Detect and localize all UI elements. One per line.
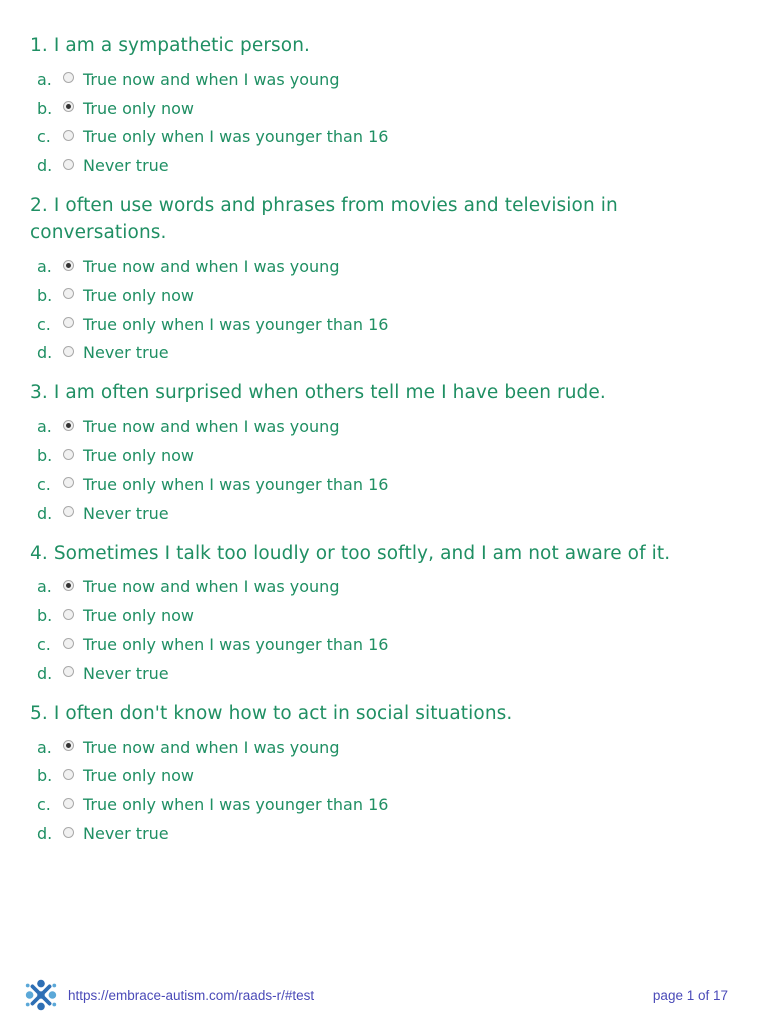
option-letter: d. [37, 663, 53, 683]
option-letter: a. [37, 737, 52, 757]
option-label: True only when I was younger than 16 [83, 314, 389, 334]
option-letter: d. [37, 343, 53, 363]
option-label: True only when I was younger than 16 [83, 474, 389, 494]
option-label: Never true [83, 663, 169, 683]
answer-option[interactable] [30, 819, 730, 848]
radio-button[interactable] [63, 159, 74, 170]
radio-button[interactable] [63, 798, 74, 809]
question-text: 2. I often use words and phrases from movies and television in conversations. [30, 195, 618, 244]
answer-option[interactable] [30, 252, 730, 281]
answer-option[interactable] [30, 733, 730, 762]
option-letter: b. [37, 766, 53, 786]
option-label: True only when I was younger than 16 [83, 795, 389, 815]
option-letter: a. [37, 257, 52, 277]
answer-option[interactable] [30, 281, 730, 310]
question-block [30, 32, 730, 180]
option-label: True only now [83, 446, 195, 466]
option-label: True only when I was younger than 16 [83, 635, 389, 655]
option-letter: c. [37, 795, 51, 815]
page-footer [22, 977, 728, 1013]
option-label: True now and when I was young [83, 257, 340, 277]
question-text: 4. Sometimes I talk too loudly or too softly, and I am not aware of it. [30, 542, 671, 564]
option-letter: d. [37, 156, 53, 176]
option-label: True now and when I was young [83, 577, 340, 597]
question-block [30, 700, 730, 848]
radio-button[interactable] [63, 72, 74, 83]
answer-option[interactable] [30, 94, 730, 123]
option-letter: d. [37, 503, 53, 523]
footer-url-link[interactable]: https://embrace-autism.com/raads-r/#test [68, 987, 315, 1003]
answer-option[interactable] [30, 630, 730, 659]
option-letter: c. [37, 314, 51, 334]
option-letter: c. [37, 127, 51, 147]
option-label: True now and when I was young [83, 417, 340, 437]
option-label: True only now [83, 285, 195, 305]
option-letter: c. [37, 474, 51, 494]
page-number: page 1 of 17 [652, 987, 728, 1003]
radio-button-selected[interactable] [63, 260, 74, 271]
question-block [30, 192, 730, 367]
answer-option[interactable] [30, 659, 730, 688]
answer-option[interactable] [30, 151, 730, 180]
embrace-autism-logo-icon [22, 976, 60, 1014]
radio-button[interactable] [63, 827, 74, 838]
radio-button-selected[interactable] [63, 580, 74, 591]
question-block [30, 540, 730, 688]
questionnaire [30, 32, 730, 860]
option-letter: b. [37, 285, 53, 305]
answer-option[interactable] [30, 123, 730, 152]
option-letter: a. [37, 69, 52, 89]
answer-option[interactable] [30, 65, 730, 94]
option-letter: a. [37, 577, 52, 597]
radio-button[interactable] [63, 477, 74, 488]
answer-option[interactable] [30, 762, 730, 791]
radio-button[interactable] [63, 638, 74, 649]
option-label: True only now [83, 98, 195, 118]
radio-button[interactable] [63, 506, 74, 517]
option-label: Never true [83, 343, 169, 363]
radio-button[interactable] [63, 769, 74, 780]
question-text: 5. I often don't know how to act in social situations. [30, 702, 513, 724]
option-letter: a. [37, 417, 52, 437]
option-label: Never true [83, 156, 169, 176]
option-letter: b. [37, 446, 53, 466]
option-letter: d. [37, 824, 53, 844]
question-text: 3. I am often surprised when others tell me I have been rude. [30, 382, 606, 404]
answer-option[interactable] [30, 790, 730, 819]
option-label: True now and when I was young [83, 737, 340, 757]
option-label: True now and when I was young [83, 69, 340, 89]
option-letter: b. [37, 98, 53, 118]
radio-button[interactable] [63, 288, 74, 299]
radio-button-selected[interactable] [63, 740, 74, 751]
radio-button[interactable] [63, 449, 74, 460]
radio-button-selected[interactable] [63, 101, 74, 112]
answer-option[interactable] [30, 310, 730, 339]
option-label: True only when I was younger than 16 [83, 127, 389, 147]
option-label: True only now [83, 606, 195, 626]
answer-option[interactable] [30, 601, 730, 630]
answer-option[interactable] [30, 412, 730, 441]
question-text: 1. I am a sympathetic person. [30, 35, 311, 56]
radio-button[interactable] [63, 346, 74, 357]
radio-button-selected[interactable] [63, 420, 74, 431]
question-block [30, 379, 730, 527]
radio-button[interactable] [63, 317, 74, 328]
option-label: Never true [83, 824, 169, 844]
answer-option[interactable] [30, 470, 730, 499]
answer-option[interactable] [30, 573, 730, 602]
option-letter: b. [37, 606, 53, 626]
option-label: True only now [83, 766, 195, 786]
option-letter: c. [37, 635, 51, 655]
radio-button[interactable] [63, 666, 74, 677]
answer-option[interactable] [30, 499, 730, 528]
radio-button[interactable] [63, 609, 74, 620]
answer-option[interactable] [30, 441, 730, 470]
option-label: Never true [83, 503, 169, 523]
answer-option[interactable] [30, 339, 730, 368]
radio-button[interactable] [63, 130, 74, 141]
